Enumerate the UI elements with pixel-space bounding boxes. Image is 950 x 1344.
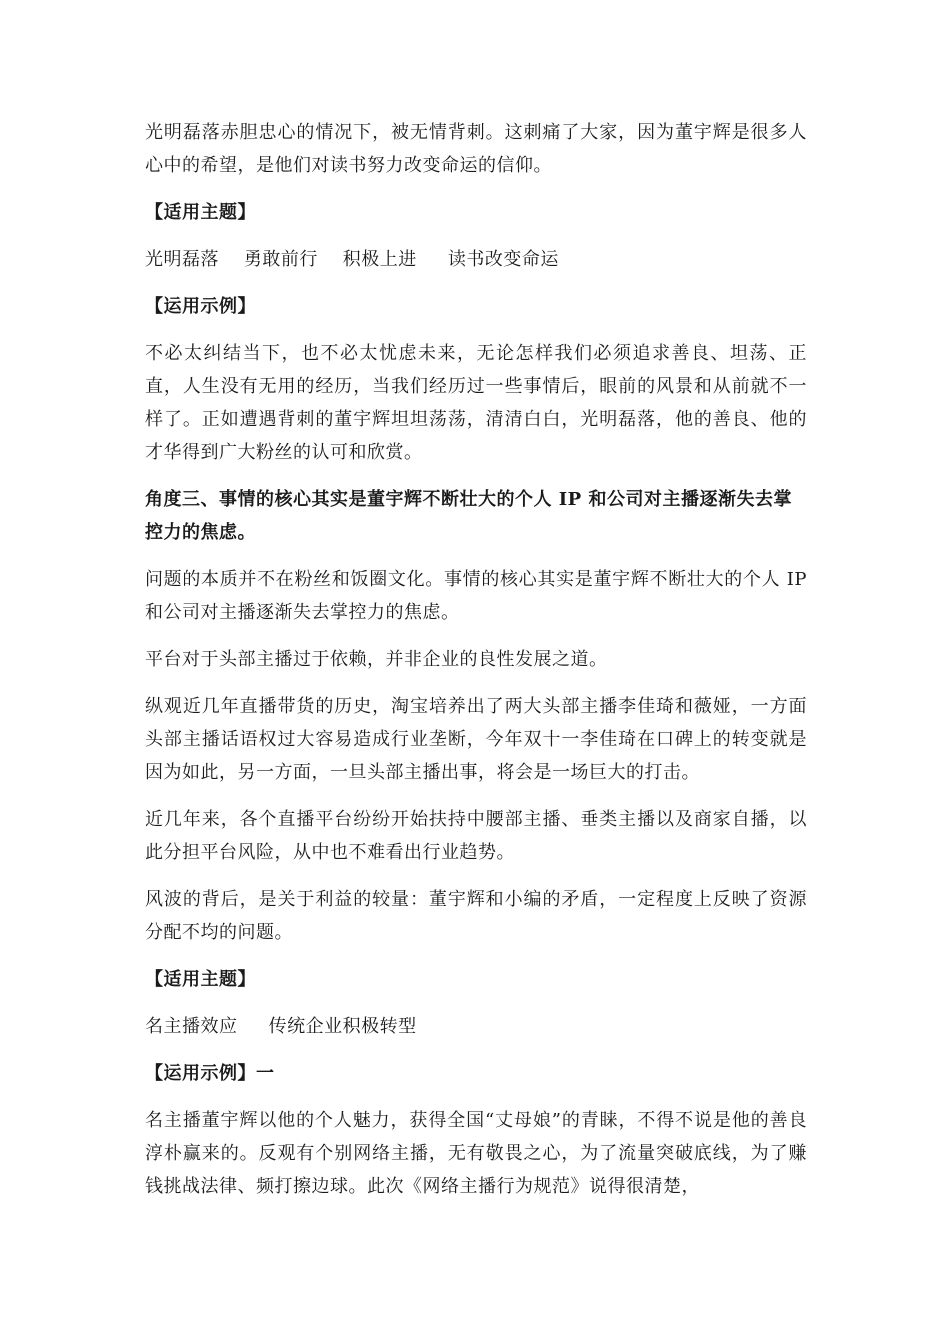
paragraph: 不必太纠结当下，也不必太忧虑未来，无论怎样我们必须追求善良、坦荡、正直，人生没有无用的经历，当我们经历过一些事情后，眼前的风景和从前就不一样了。正如遭遇背刺的董宇辉坦坦荡荡，清清白白，光明磊落，他的善良、他的才华得到广大粉丝的认可和欣赏。	[145, 343, 807, 463]
paragraph: 平台对于头部主播过于依赖，并非企业的良性发展之道。	[145, 649, 608, 670]
paragraph: 近几年来，各个直播平台纷纷开始扶持中腰部主播、垂类主播以及商家自播，以此分担平台风险，从中也不难看出行业趋势。	[145, 809, 807, 863]
section-heading: 【运用示例】	[145, 296, 256, 317]
paragraph: 名主播董宇辉以他的个人魅力，获得全国“丈母娘”的青睐，不得不说是他的善良淳朴赢来的。反观有个别网络主播，无有敬畏之心，为了流量突破底线，为了赚钱挑战法律、频打擦边球。此次《网络主播行为规范》说得很清楚，	[145, 1110, 807, 1197]
theme-tags: 名主播效应 传统企业积极转型	[145, 1016, 417, 1037]
theme-tags: 光明磊落 勇敢前行 积极上进 读书改变命运	[145, 249, 559, 270]
angle-heading: 角度三、事情的核心其实是董宇辉不断壮大的个人 IP 和公司对主播逐渐失去掌控力的焦虑。	[145, 489, 792, 543]
paragraph: 纵观近几年直播带货的历史，淘宝培养出了两大头部主播李佳琦和薇娅，一方面头部主播话语权过大容易造成行业垄断，今年双十一李佳琦在口碑上的转变就是因为如此，另一方面，一旦头部主播出事，将会是一场巨大的打击。	[145, 696, 807, 783]
paragraph: 问题的本质并不在粉丝和饭圈文化。事情的核心其实是董宇辉不断壮大的个人 IP 和公司对主播逐渐失去掌控力的焦虑。	[145, 569, 807, 623]
section-heading: 【适用主题】	[145, 202, 256, 223]
section-heading: 【适用主题】	[145, 969, 256, 990]
paragraph: 光明磊落赤胆忠心的情况下，被无情背刺。这刺痛了大家，因为董宇辉是很多人心中的希望，是他们对读书努力改变命运的信仰。	[145, 122, 807, 176]
document-page	[145, 116, 807, 1217]
section-heading: 【运用示例】一	[145, 1063, 275, 1084]
paragraph: 风波的背后，是关于利益的较量：董宇辉和小编的矛盾，一定程度上反映了资源分配不均的问题。	[145, 889, 807, 943]
